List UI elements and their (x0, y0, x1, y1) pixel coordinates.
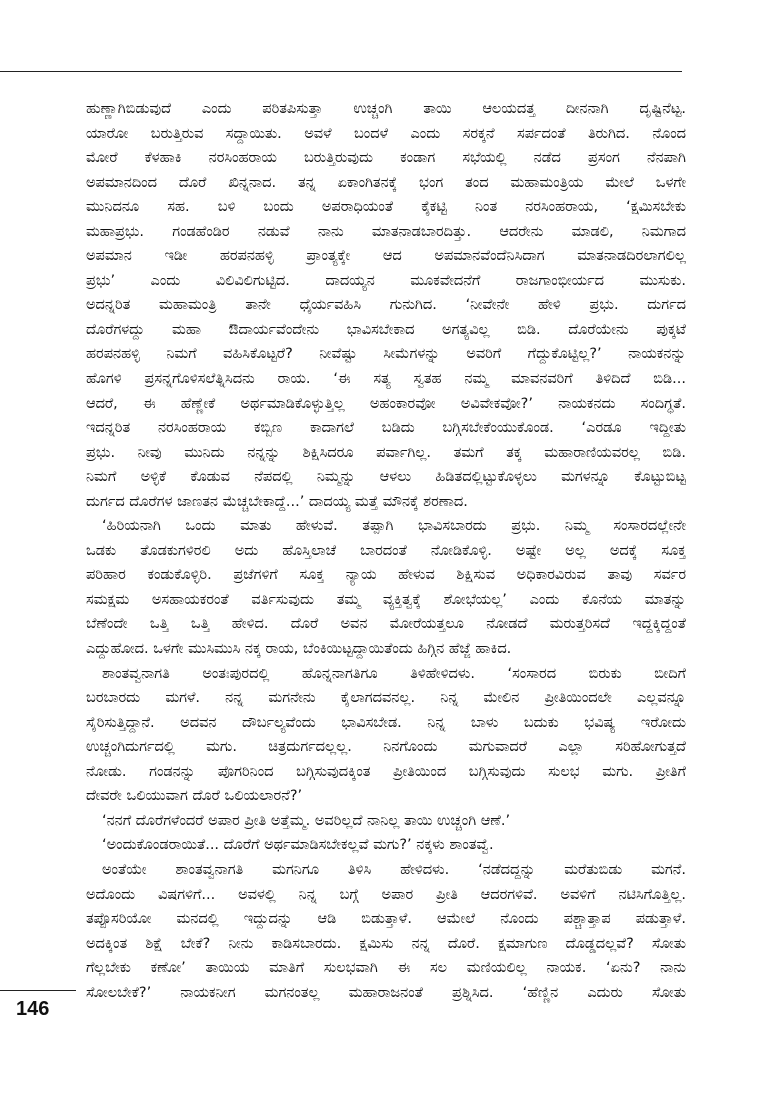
text-line: ದೇವರೇ ಒಲಿಯುವಾಗ ದೊರೆ ಒಲಿಯಲಾರನೆ?’ (86, 788, 303, 805)
text-line: ಅದನ್ನರಿತ ಮಹಾಮಂತ್ರಿ ತಾನೇ ಧೈರ್ಯವಹಿಸಿ ಗುನುಗಿದ. ‘ನೀವೇನೇ ಹೇಳಿ ಪ್ರಭು. ದುರ್ಗದ (86, 297, 686, 314)
text-line: ಸಮಕ್ಷಮ ಅಸಹಾಯಕರಂತೆ ವರ್ತಿಸುವುದು ತಮ್ಮ ವ್ಯಕ್ತಿತ್ವಕ್ಕೆ ಶೋಭೆಯಲ್ಲ’ ಎಂದು ಕೊನೆಯ ಮಾತನ್ನು (86, 591, 686, 608)
text-line: ಅದೊಂದು ವಿಷಗಳಿಗೆ... ಅವಳಲ್ಲಿ ನಿನ್ನ ಬಗ್ಗೆ ಅಪಾರ ಪ್ರೀತಿ ಆದರಗಳಿವೆ. ಅವಳಿಗೆ ನಟಿಸಿಗೊತ್ತಿಲ್ಲ. (86, 886, 686, 903)
text-line: ಎದ್ದುಹೋದ. ಒಳಗೇ ಮುಸಿಮುಸಿ ನಕ್ಕ ರಾಯ, ಬೆಂಕಿಯಿಟ್ಟದ್ದಾಯಿತೆಂದು ಹಿಗ್ಗಿನ ಹೆಜ್ಜೆ ಹಾಕಿದ. (86, 641, 512, 658)
text-line: ಪರಿಹಾರ ಕಂಡುಕೊಳ್ಳಿರಿ. ಪ್ರಜೆಗಳಿಗೆ ಸೂಕ್ತ ನ್ಯಾಯ ಹೇಳುವ ಶಿಕ್ಷಿಸುವ ಅಧಿಕಾರವಿರುವ ತಾವು ಸರ್ವರ (86, 567, 686, 584)
text-line: ದುರ್ಗದ ದೊರೆಗಳ ಜಾಣತನ ಮೆಚ್ಚಬೇಕಾದ್ದೆ...’ ದಾದಯ್ಯ ಮತ್ತೆ ಮೌನಕ್ಕೆ ಶರಣಾದ. (86, 493, 468, 510)
text-line: ಅಂತೆಯೇ ಶಾಂತವ್ವನಾಗತಿ ಮಗನಿಗೂ ತಿಳಿಸಿ ಹೇಳಿದಳು. ‘ನಡೆದದ್ದನ್ನು ಮರೆತುಬಿಡು ಮಗನೆ. (102, 861, 686, 878)
text-line: ಶಾಂತವ್ವನಾಗತಿ ಅಂತಃಪುರದಲ್ಲಿ ಹೊನ್ನನಾಗತಿಗೂ ತಿಳಿಹೇಳಿದಳು. ‘ಸಂಸಾರದ ಬಿರುಕು ಬೀದಿಗೆ (102, 665, 686, 682)
text-line: ಯಾರೋ ಬರುತ್ತಿರುವ ಸದ್ದಾಯಿತು. ಅವಳೆ ಬಂದಳೆ ಎಂದು ಸರಕ್ಕನೆ ಸರ್ಪದಂತೆ ತಿರುಗಿದ. ನೊಂದ (86, 125, 686, 142)
text-line: ತಪ್ಪೊಸರಿಯೋ ಮನದಲ್ಲಿ ಇದ್ದುದನ್ನು ಆಡಿ ಬಿಡುತ್ತಾಳೆ. ಆಮೇಲೆ ನೊಂದು ಪಶ್ಚಾತ್ತಾಪ ಪಡುತ್ತಾಳೆ. (86, 911, 686, 928)
text-line: ‘ಹಿರಿಯನಾಗಿ ಒಂದು ಮಾತು ಹೇಳುವೆ. ತಪ್ಪಾಗಿ ಭಾವಿಸಬಾರದು ಪ್ರಭು. ನಿಮ್ಮ ಸಂಸಾರದಲ್ಲೇನೇ (102, 518, 686, 535)
text-line: ಹುಣ್ಣಾಗಿಬಿಡುವುದೆ ಎಂದು ಪರಿತಪಿಸುತ್ತಾ ಉಚ್ಚಂಗಿ ತಾಯಿ ಆಲಯದತ್ತ ದೀನನಾಗಿ ದೃಷ್ಟಿನೆಟ್ಟ. (86, 101, 686, 117)
text-line: ಸೋಲಬೇಕೆ?’ ನಾಯಕನೀಗ ಮಗನಂತಲ್ಲ ಮಹಾರಾಜನಂತೆ ಪ್ರಶ್ನಿಸಿದ. ‘ಹೆಣ್ಣಿನ ಎದುರು ಸೋತು (86, 984, 686, 1001)
text-line: ದೊರೆಗಳದ್ದು ಮಹಾ ಔದಾರ್ಯವೆಂದೇನು ಭಾವಿಸಬೇಕಾದ ಅಗತ್ಯವಿಲ್ಲ ಬಿಡಿ. ದೊರೆಯೇನು ಪುಕ್ಕಟೆ (86, 321, 686, 338)
text-line: ಉಚ್ಚಂಗಿದುರ್ಗದಲ್ಲಿ ಮಗು. ಚಿತ್ರದುರ್ಗದಲ್ಲಲ್ಲ. ನಿನಗೊಂದು ಮಗುವಾದರೆ ಎಲ್ಲಾ ಸರಿಹೋಗುತ್ತದೆ (86, 739, 686, 756)
text-line: ಮೋರೆ ಕೆಳಹಾಕಿ ನರಸಿಂಹರಾಯ ಬರುತ್ತಿರುವುದು ಕಂಡಾಗ ಸಭೆಯಲ್ಲಿ ನಡೆದ ಪ್ರಸಂಗ ನೆನಪಾಗಿ (86, 150, 686, 167)
text-line: ‘ನನಗೆ ದೊರೆಗಳೆಂದರೆ ಅಪಾರ ಪ್ರೀತಿ ಅತ್ತೆಮ್ಮ. ಅವರಿಲ್ಲದೆ ನಾನಿಲ್ಲ ತಾಯಿ ಉಚ್ಚಂಗಿ ಆಣೆ.’ (102, 812, 511, 829)
text-line: ಬೆಣೆಂದೇ ಒತ್ತಿ ಒತ್ತಿ ಹೇಳಿದ. ದೊರೆ ಅವನ ಮೋರೆಯತ್ತಲೂ ನೋಡದೆ ಮರುತ್ತರಿಸದೆ ಇದ್ದಕ್ಕಿದ್ದಂತೆ (86, 616, 686, 633)
text-line: ನೋಡು. ಗಂಡನನ್ನು ಪೊಗರಿನಿಂದ ಬಗ್ಗಿಸುವುದಕ್ಕಿಂತ ಪ್ರೀತಿಯಿಂದ ಬಗ್ಗಿಸುವುದು ಸುಲಭ ಮಗು. ಪ್ರೀತಿಗೆ (86, 763, 686, 780)
page-number: 146 (16, 998, 50, 1020)
text-line: ಪ್ರಭು. ನೀವು ಮುನಿದು ನನ್ನನ್ನು ಶಿಕ್ಷಿಸಿದರೂ ಪರ್ವಾಗಿಲ್ಲ. ತಮಗೆ ತಕ್ಕ ಮಹಾರಾಣಿಯವರಲ್ಲ ಬಿಡಿ. (86, 444, 686, 461)
text-line: ಗೆಲ್ಲಬೇಕು ಕಣೋ’ ತಾಯಿಯ ಮಾತಿಗೆ ಸುಲಭವಾಗಿ ಈ ಸಲ ಮಣಿಯಲಿಲ್ಲ ನಾಯಕ. ‘ಏನು? ನಾನು (86, 960, 686, 977)
text-line: ಬರಬಾರದು ಮಗಳೆ. ನನ್ನ ಮಗನೇನು ಕೈಲಾಗದವನಲ್ಲ. ನಿನ್ನ ಮೇಲಿನ ಪ್ರೀತಿಯಿಂದಲೇ ಎಲ್ಲವನ್ನೂ (86, 690, 686, 707)
text-line: ಅಪಮಾನ ಇಡೀ ಹರಪನಹಳ್ಳಿ ಪ್ರಾಂತ್ಯಕ್ಕೇ ಆದ ಅಪಮಾನವೆಂದೆನಿಸಿದಾಗ ಮಾತನಾಡದಿರಲಾಗಲಿಲ್ಲ (86, 248, 686, 265)
text-line: ಆದರೆ, ಈ ಹೆಣ್ಣೇಕೆ ಅರ್ಥಮಾಡಿಕೊಳ್ಳುತ್ತಿಲ್ಲ ಅಹಂಕಾರವೋ ಅವಿವೇಕವೋ?’ ನಾಯಕನದು ಸಂದಿಗ್ಧತೆ. (86, 395, 686, 412)
text-line: ಪ್ರಭು’ ಎಂದು ವಿಲಿವಿಲಿಗುಟ್ಟಿದ. ದಾದಯ್ಯನ ಮೂಕವೇದನೆಗೆ ರಾಜಗಾಂಭೀರ್ಯದ ಮುಸುಕು. (86, 272, 686, 289)
text-line: ಹರಪನಹಳ್ಳಿ ನಿಮಗೆ ವಹಿಸಿಕೊಟ್ಟರೆ? ನೀವೆಷ್ಟು ಸೀಮೆಗಳನ್ನು ಅವರಿಗೆ ಗೆದ್ದುಕೊಟ್ಟಿಲ್ಲ?’ ನಾಯಕನನ್ನು (86, 346, 686, 363)
text-line: ಅದಕ್ಕಿಂತ ಶಿಕ್ಷೆ ಬೇಕೆ? ನೀನು ಕಾಡಿಸಬಾರದು. ಕ್ಷಮಿಸು ನನ್ನ ದೊರೆ. ಕ್ಷಮಾಗುಣ ದೊಡ್ಡದಲ್ಲವೆ? ಸೋತು (86, 935, 686, 952)
text-line: ಮುನಿದನೂ ಸಹ. ಬಳಿ ಬಂದು ಅಪರಾಧಿಯಂತೆ ಕೈಕಟ್ಟಿ ನಿಂತ ನರಸಿಂಹರಾಯ, ‘ಕ್ಷಮಿಸಬೇಕು (86, 199, 686, 216)
text-line: ‘ಅಂದುಕೊಂಡರಾಯಿತೆ... ದೊರೆಗೆ ಅರ್ಥಮಾಡಿಸಬೇಕಲ್ಲವೆ ಮಗು?’ ನಕ್ಕಳು ಶಾಂತವ್ವೆ. (102, 837, 494, 854)
text-line: ಹೊಗಳಿ ಪ್ರಸನ್ನಗೊಳಿಸಲೆತ್ನಿಸಿದನು ರಾಯ. ‘ಈ ಸತ್ಯ ಸ್ವತಹ ನಮ್ಮ ಮಾವನವರಿಗೆ ತಿಳಿದಿದೆ ಬಿಡಿ... (86, 371, 686, 388)
text-line: ಇದನ್ನರಿತ ನರಸಿಂಹರಾಯ ಕಬ್ಬಿಣ ಕಾದಾಗಲೆ ಬಡಿದು ಬಗ್ಗಿಸಬೇಕೆಂಯುಕೊಂಡ. ‘ಎರಡೂ ಇದ್ದೀತು (86, 420, 686, 437)
text-line: ಸೈರಿಸುತ್ತಿದ್ದಾನೆ. ಅದವನ ದೌರ್ಬಲ್ಯವೆಂದು ಭಾವಿಸಬೇಡ. ನಿನ್ನ ಬಾಳು ಬದುಕು ಭವಿಷ್ಯ ಇರೋದು (86, 714, 686, 731)
text-line: ಒಡಕು ತೊಡಕುಗಳಿರಲಿ ಅದು ಹೊಸ್ತಿಲಾಚೆ ಬಾರದಂತೆ ನೋಡಿಕೊಳ್ಳಿ. ಅಷ್ಟೇ ಅಲ್ಲ ಅದಕ್ಕೆ ಸೂಕ್ತ (86, 542, 686, 559)
text-line: ಅಪಮಾನದಿಂದ ದೊರೆ ಖಿನ್ನನಾದ. ತನ್ನ ಏಕಾಂಗಿತನಕ್ಕೆ ಭಂಗ ತಂದ ಮಹಾಮಂತ್ರಿಯ ಮೇಲೆ ಒಳಗೇ (86, 174, 686, 191)
header-rule (0, 71, 682, 72)
text-line: ನಿಮಗೆ ಅಳ್ಳಿಕೆ ಕೊಡುವ ನೆಪದಲ್ಲಿ ನಿಮ್ಮನ್ನು ಆಳಲು ಹಿಡಿತದಲ್ಲಿಟ್ಟುಕೊಳ್ಳಲು ಮಗಳನ್ನೂ ಕೊಟ್ಟುಬಿಟ್ಟ (86, 469, 686, 486)
text-line: ಮಹಾಪ್ರಭು. ಗಂಡಹೆಂಡಿರ ನಡುವೆ ನಾನು ಮಾತನಾಡಬಾರದಿತ್ತು. ಆದರೇನು ಮಾಡಲಿ, ನಿಮಗಾದ (86, 223, 686, 240)
page-body-text (86, 97, 686, 1005)
footer-rule (0, 990, 76, 991)
